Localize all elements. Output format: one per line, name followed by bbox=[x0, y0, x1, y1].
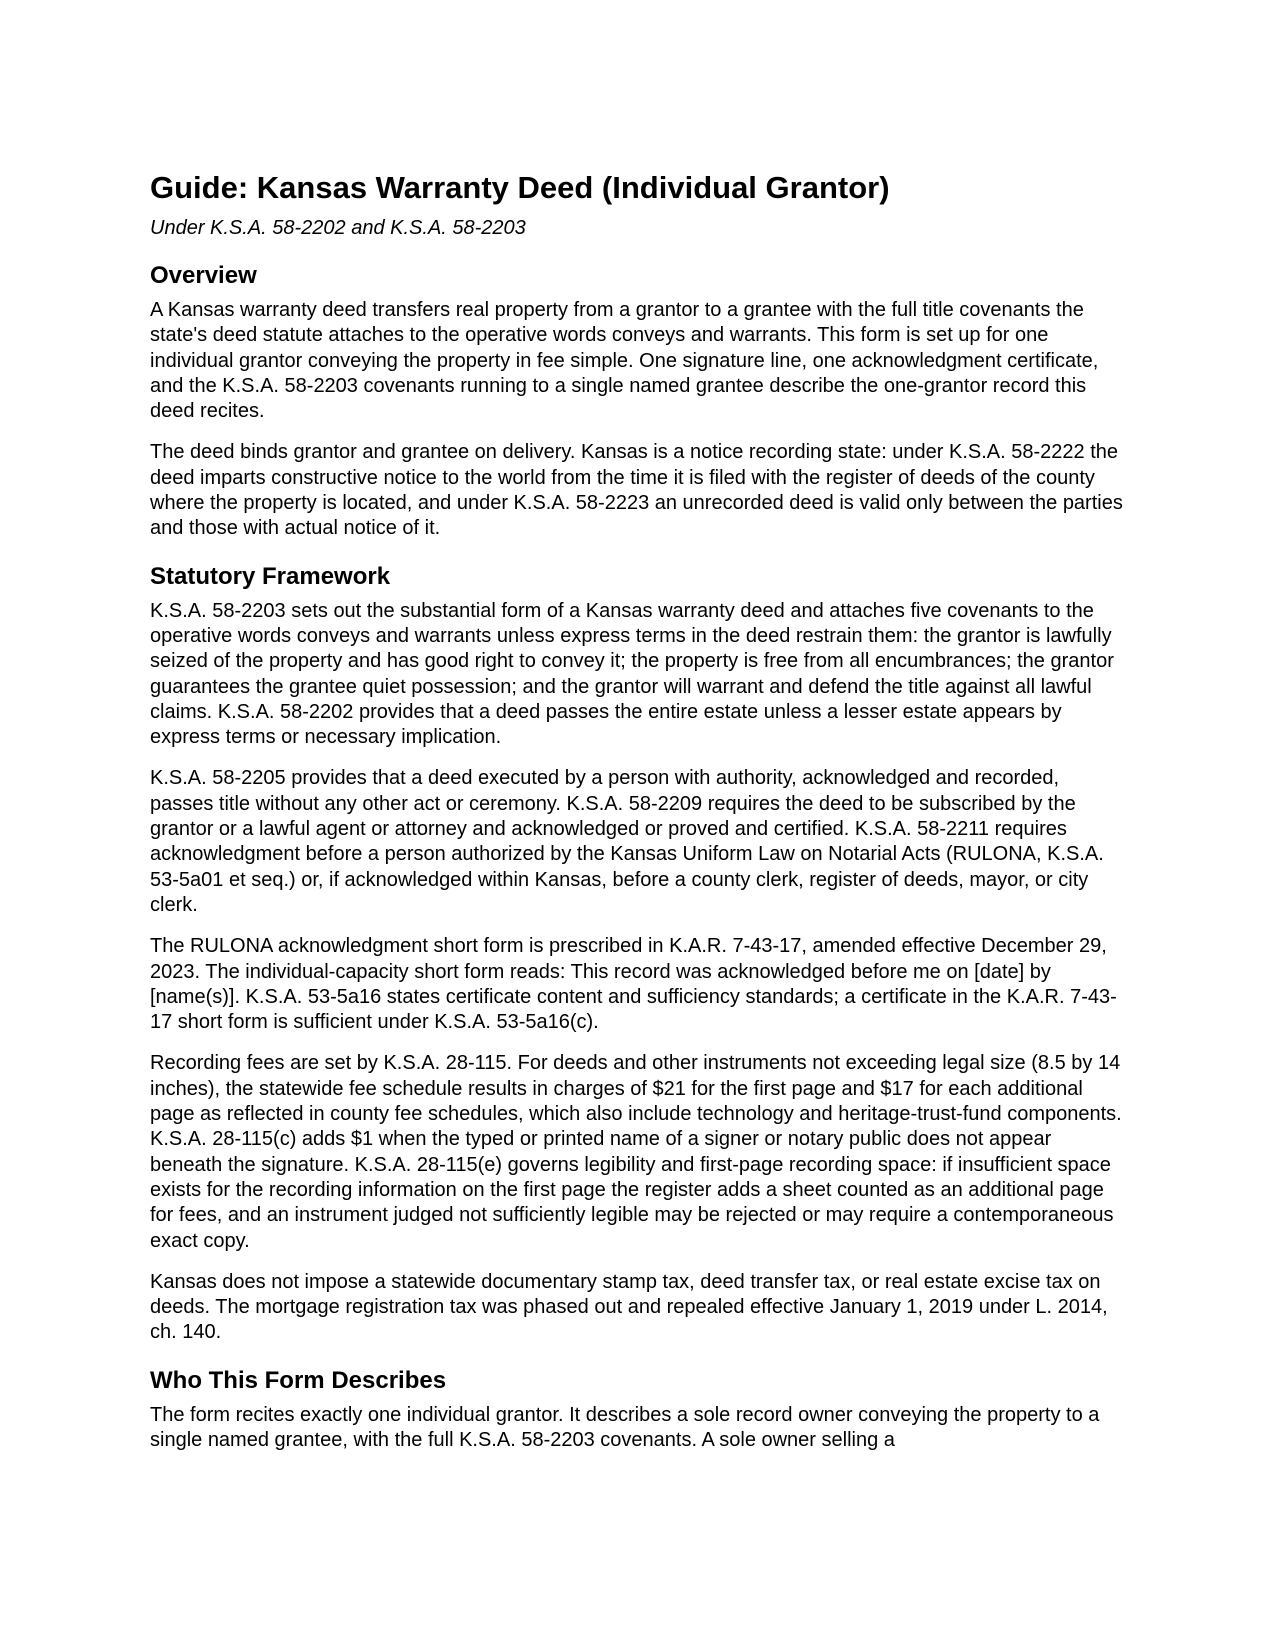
document-page bbox=[150, 170, 1125, 1473]
section-heading: Overview bbox=[150, 262, 257, 289]
paragraph: The RULONA acknowledgment short form is prescribed in K.A.R. 7-43-17, amended effective December 29, 2023. The individual-capacity short form reads: This record was acknowledged before me on [date] by [name(s)]. K.S.A. 53-5a16 states certificate content and sufficiency standards; a certificate in the K.A.R. 7-43-17 short form is sufficient under K.S.A. 53-5a16(c). bbox=[150, 935, 1117, 1034]
section-heading: Statutory Framework bbox=[150, 562, 391, 590]
section-overview bbox=[150, 261, 1125, 542]
paragraph: Kansas does not impose a statewide documentary stamp tax, deed transfer tax, or real estate excise tax on deeds. The mortgage registration tax was phased out and repealed effective January 1, 2019 under L. 2014, ch. 140. bbox=[150, 1270, 1108, 1344]
paragraph: The deed binds grantor and grantee on delivery. Kansas is a notice recording state: under K.S.A. 58-2222 the deed imparts constructive notice to the world from the time it is filed with the register of deeds of the county where the property is located, and under K.S.A. 58-2223 an unrecorded deed is valid only between the parties and those with actual notice of it. bbox=[150, 441, 1123, 540]
document-subtitle: Under K.S.A. 58-2202 and K.S.A. 58-2203 bbox=[150, 217, 526, 239]
paragraph: K.S.A. 58-2205 provides that a deed executed by a person with authority, acknowledged and recorded, passes title without any other act or ceremony. K.S.A. 58-2209 requires the deed to be subscribed by the grantor or a lawful agent or attorney and acknowledged or proved and certified. K.S.A. 58-2211 requires acknowledgment before a person authorized by the Kansas Uniform Law on Notarial Acts (RULONA, K.S.A. 53-5a01 et seq.) or, if acknowledged within Kansas, before a county clerk, register of deeds, mayor, or city clerk. bbox=[150, 767, 1104, 916]
paragraph: K.S.A. 58-2203 sets out the substantial form of a Kansas warranty deed and attaches five covenants to the operative words conveys and warrants unless express terms in the deed restrain them: the grantor is lawfully seized of the property and has good right to convey it; the property is free from all encumbrances; the grantor guarantees the grantee quiet possession; and the grantor will warrant and defend the title against all lawful claims. K.S.A. 58-2202 provides that a deed passes the entire estate unless a lesser estate appears by express terms or necessary implication. bbox=[150, 599, 1114, 749]
paragraph: A Kansas warranty deed transfers real property from a grantor to a grantee with the full title covenants the state's deed statute attaches to the operative words conveys and warrants. This form is set up for one individual grantor conveying the property in fee simple. One signature line, one acknowledgment certificate, and the K.S.A. 58-2203 covenants running to a single named grantee describe the one-grantor record this deed recites. bbox=[150, 299, 1099, 423]
section-heading: Who This Form Describes bbox=[150, 1366, 447, 1394]
paragraph: The form recites exactly one individual grantor. It describes a sole record owner conveying the property to a single named grantee, with the full K.S.A. 58-2203 covenants. A sole owner selling a bbox=[150, 1403, 1100, 1451]
section-statutory-framework bbox=[150, 562, 1125, 1346]
paragraph: Recording fees are set by K.S.A. 28-115. For deeds and other instruments not exceeding legal size (8.5 by 14 inches), the statewide fee schedule results in charges of $21 for the first page and $17 for each additional page as reflected in county fee schedules, which also include technology and heritage-trust-fund components. K.S.A. 28-115(c) adds $1 when the typed or printed name of a signer or notary public does not appear beneath the signature. K.S.A. 28-115(e) governs legibility and first-page recording space: if insufficient space exists for the recording information on the first page the register adds a sheet counted as an additional page for fees, and an instrument judged not sufficiently legible may be rejected or may require a contemporaneous exact copy. bbox=[150, 1052, 1122, 1252]
document-title: Guide: Kansas Warranty Deed (Individual Grantor) bbox=[150, 170, 890, 205]
section-who-this-form-describes bbox=[150, 1366, 1125, 1454]
